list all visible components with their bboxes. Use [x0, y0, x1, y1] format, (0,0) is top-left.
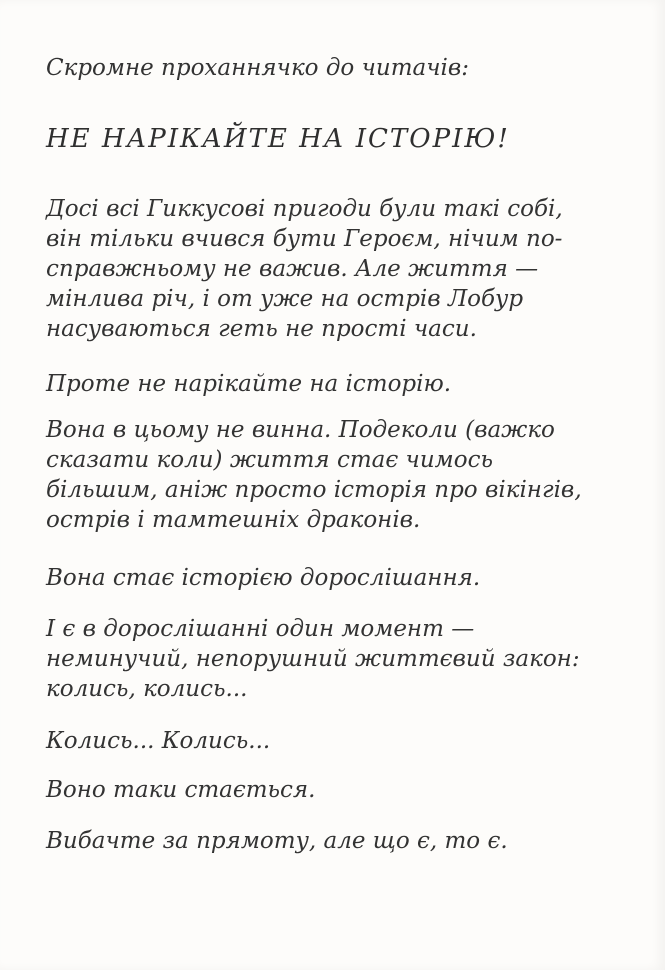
- paragraph-6: Колись... Колись...: [46, 728, 271, 754]
- paragraph-4: Вона стає історією дорослішання.: [46, 565, 481, 591]
- paragraph-5: І є в дорослішанні один момент — неминучий, непорушний життєвий закон: колись, колись...: [46, 616, 580, 702]
- intro-line: Скромне проханнячко до читачів:: [46, 55, 470, 81]
- paragraph-1: Досі всі Гиккусові пригоди були такі собі, він тільки вчився бути Героєм, нічим по-справжньому не важив. Але життя — мінлива річ, і от уже на острів Лобур насуваються геть не прості часи.: [46, 196, 563, 342]
- paragraph-3: Вона в цьому не винна. Подеколи (важко сказати коли) життя стає чимось більшим, аніж просто історія про вікінгів, острів і тамтешніх драконів.: [46, 417, 582, 533]
- paragraph-7: Воно таки стається.: [46, 777, 316, 803]
- page-title: НЕ НАРІКАЙТЕ НА ІСТОРІЮ!: [46, 124, 510, 154]
- paragraph-2: Проте не нарікайте на історію.: [46, 371, 452, 397]
- paragraph-8: Вибачте за прямоту, але що є, то є.: [46, 828, 508, 854]
